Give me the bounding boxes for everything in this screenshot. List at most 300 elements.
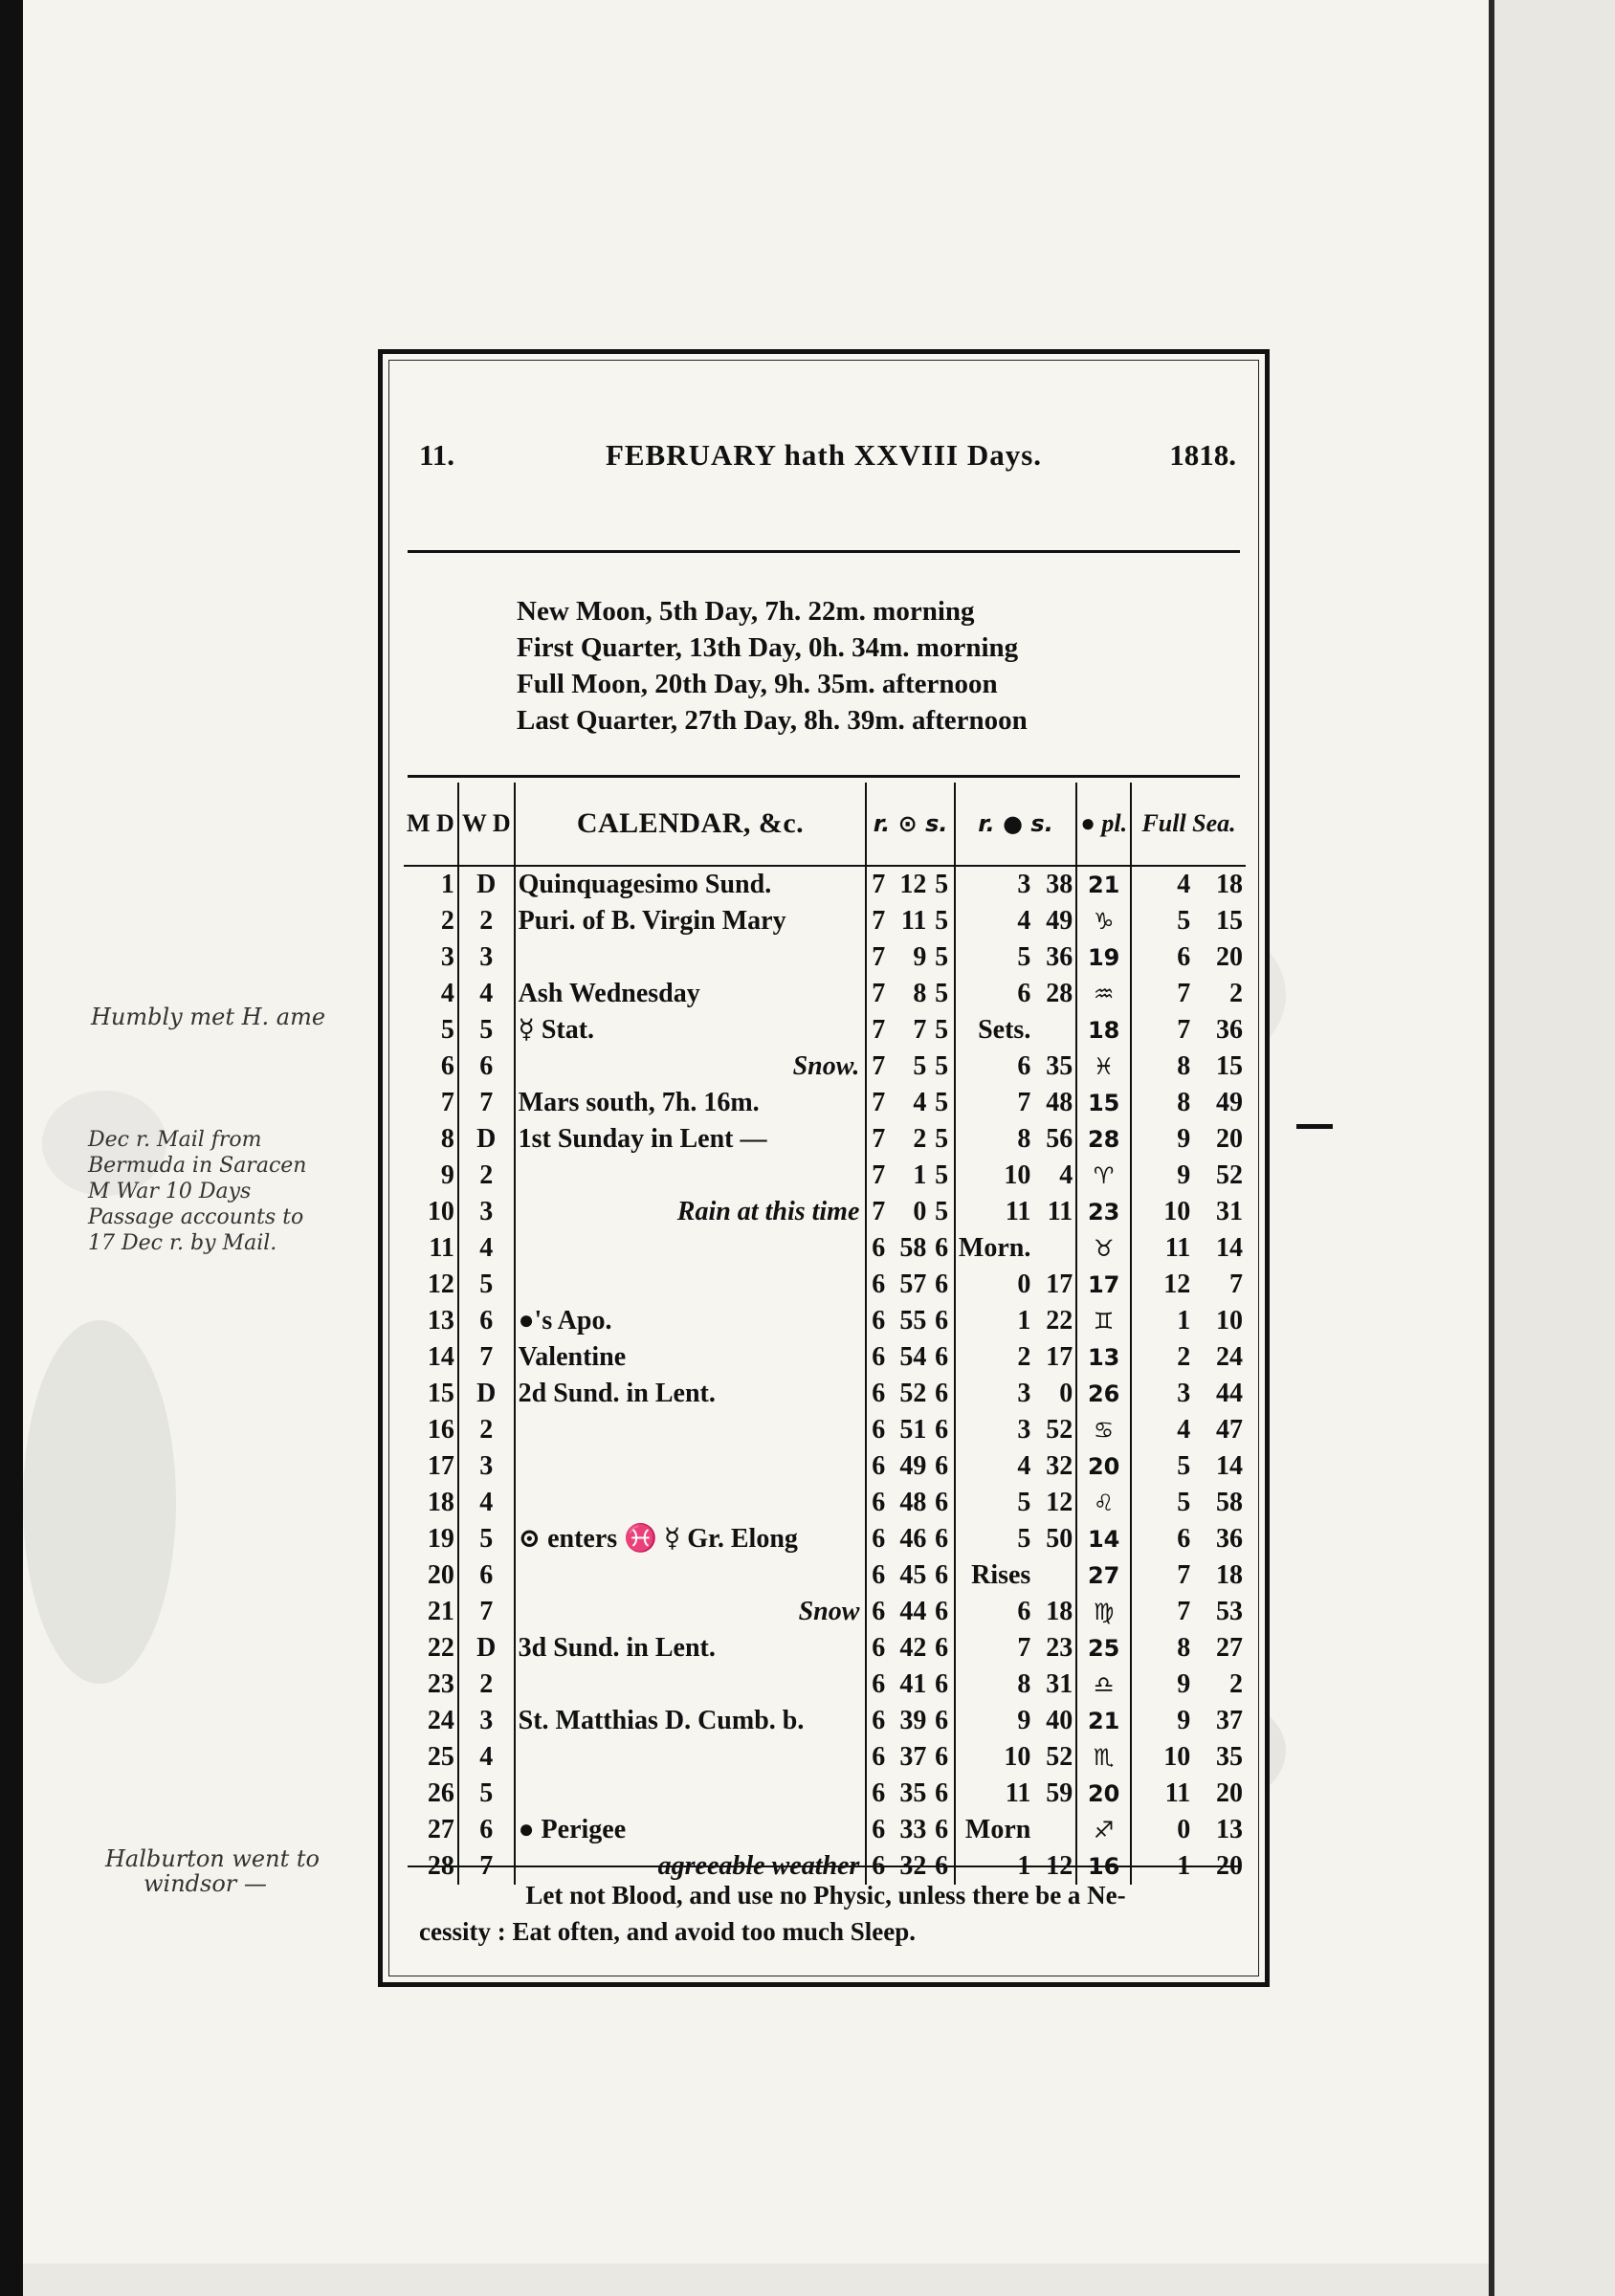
moon-place: 19 bbox=[1076, 939, 1131, 976]
moon-minute: 59 bbox=[1046, 1778, 1073, 1808]
sunset-hour: 6 bbox=[929, 1485, 955, 1521]
moon-place: 20 bbox=[1076, 1448, 1131, 1485]
moon-phase-new: New Moon, 5th Day, 7h. 22m. morning bbox=[517, 596, 975, 627]
full-sea-hour: 7 bbox=[1177, 979, 1191, 1008]
sunrise-hour: 7 bbox=[872, 1015, 886, 1045]
sunrise-hour: 6 bbox=[872, 1597, 886, 1626]
moon-place: 27 bbox=[1076, 1557, 1131, 1594]
facing-page-edge bbox=[1494, 0, 1615, 2296]
sunrise-hour: 6 bbox=[872, 1269, 886, 1299]
sunset-hour: 6 bbox=[929, 1521, 955, 1557]
table-row bbox=[404, 976, 1246, 1012]
sunrise-hour: 7 bbox=[872, 1088, 886, 1117]
moon-place: 14 bbox=[1076, 1521, 1131, 1557]
moon-minute: 23 bbox=[1046, 1633, 1073, 1663]
moon-hour: 6 bbox=[1017, 1597, 1031, 1626]
sunset-hour: 5 bbox=[929, 1085, 955, 1121]
full-sea-minute: 18 bbox=[1216, 1560, 1243, 1590]
week-day: 4 bbox=[458, 1230, 515, 1267]
table-row bbox=[404, 1412, 1246, 1448]
full-sea-hour: 5 bbox=[1177, 906, 1191, 936]
table-top-rule bbox=[408, 775, 1240, 778]
moon-hour: Morn. bbox=[958, 1233, 1031, 1263]
moon-minute: 52 bbox=[1046, 1415, 1073, 1445]
full-sea-hour: 5 bbox=[1177, 1488, 1191, 1517]
sunrise-minute: 41 bbox=[899, 1669, 927, 1699]
handwritten-note-2-line: Passage accounts to bbox=[88, 1205, 304, 1229]
moon-minute bbox=[1033, 1812, 1076, 1848]
full-sea-minute: 49 bbox=[1216, 1088, 1243, 1117]
calendar-entry: Mars south, 7h. 16m. bbox=[515, 1085, 867, 1121]
calendar-entry: Snow bbox=[515, 1594, 867, 1630]
col-moon-place: ● pl. bbox=[1076, 783, 1131, 866]
moon-minute: 38 bbox=[1046, 870, 1073, 899]
sunset-hour: 6 bbox=[929, 1267, 955, 1303]
moon-minute: 12 bbox=[1046, 1488, 1073, 1517]
sunrise-hour: 6 bbox=[872, 1415, 886, 1445]
moon-minute: 32 bbox=[1046, 1451, 1073, 1481]
month-day: 25 bbox=[404, 1739, 458, 1776]
moon-hour: 11 bbox=[1005, 1778, 1031, 1808]
table-row bbox=[404, 1812, 1246, 1848]
week-day: 4 bbox=[458, 1739, 515, 1776]
full-sea-minute: 36 bbox=[1216, 1524, 1243, 1554]
table-row bbox=[404, 1776, 1246, 1812]
sunset-hour: 6 bbox=[929, 1776, 955, 1812]
moon-hour: 1 bbox=[1017, 1306, 1031, 1336]
sunrise-minute: 9 bbox=[913, 942, 927, 972]
month-day: 10 bbox=[404, 1194, 458, 1230]
full-sea-hour: 4 bbox=[1177, 1415, 1191, 1445]
full-sea-hour: 1 bbox=[1177, 1851, 1191, 1881]
calendar-entry: ●'s Apo. bbox=[515, 1303, 867, 1339]
sunrise-minute: 2 bbox=[913, 1124, 927, 1154]
sunrise-minute: 5 bbox=[913, 1051, 927, 1081]
table-row bbox=[404, 1121, 1246, 1158]
week-day: D bbox=[458, 866, 515, 903]
table-row bbox=[404, 1594, 1246, 1630]
year: 1818. bbox=[1169, 438, 1236, 472]
moon-place: 25 bbox=[1076, 1630, 1131, 1667]
sunrise-minute: 42 bbox=[899, 1633, 927, 1663]
week-day: D bbox=[458, 1630, 515, 1667]
moon-place: ♉ bbox=[1076, 1230, 1131, 1267]
sunrise-minute: 1 bbox=[913, 1160, 927, 1190]
month-day: 13 bbox=[404, 1303, 458, 1339]
moon-hour: 8 bbox=[1017, 1669, 1031, 1699]
handwritten-note-2-line: M War 10 Days bbox=[88, 1180, 252, 1203]
full-sea-minute: 24 bbox=[1216, 1342, 1243, 1372]
calendar-entry bbox=[515, 1667, 867, 1703]
week-day: 2 bbox=[458, 1412, 515, 1448]
month-day: 19 bbox=[404, 1521, 458, 1557]
table-row bbox=[404, 1703, 1246, 1739]
sunset-hour: 6 bbox=[929, 1557, 955, 1594]
full-sea-hour: 11 bbox=[1164, 1233, 1191, 1263]
full-sea-hour: 9 bbox=[1177, 1706, 1191, 1735]
sunrise-hour: 6 bbox=[872, 1633, 886, 1663]
sunrise-hour: 6 bbox=[872, 1851, 886, 1881]
table-row bbox=[404, 1158, 1246, 1194]
moon-hour: 2 bbox=[1017, 1342, 1031, 1372]
moon-hour: 3 bbox=[1017, 1415, 1031, 1445]
month-day: 5 bbox=[404, 1012, 458, 1049]
sunrise-minute: 48 bbox=[899, 1488, 927, 1517]
calendar-entry: Rain at this time bbox=[515, 1194, 867, 1230]
full-sea-hour: 10 bbox=[1163, 1742, 1191, 1772]
margin-mark bbox=[1296, 1124, 1333, 1129]
moon-minute: 40 bbox=[1046, 1706, 1073, 1735]
moon-hour: 0 bbox=[1017, 1269, 1031, 1299]
sunrise-minute: 8 bbox=[913, 979, 927, 1008]
moon-place: ♍ bbox=[1076, 1594, 1131, 1630]
sunset-hour: 6 bbox=[929, 1594, 955, 1630]
month-day: 28 bbox=[404, 1848, 458, 1885]
full-sea-minute: 35 bbox=[1216, 1742, 1243, 1772]
full-sea-hour: 7 bbox=[1177, 1015, 1191, 1045]
full-sea-minute: 2 bbox=[1229, 1669, 1243, 1699]
moon-hour: 10 bbox=[1004, 1160, 1031, 1190]
moon-minute: 17 bbox=[1046, 1269, 1073, 1299]
calendar-entry: Valentine bbox=[515, 1339, 867, 1376]
moon-minute: 17 bbox=[1046, 1342, 1073, 1372]
full-sea-hour: 7 bbox=[1177, 1597, 1191, 1626]
full-sea-minute: 20 bbox=[1216, 1851, 1243, 1881]
sunrise-hour: 6 bbox=[872, 1524, 886, 1554]
moon-place: 17 bbox=[1076, 1267, 1131, 1303]
full-sea-hour: 6 bbox=[1177, 942, 1191, 972]
full-sea-minute: 13 bbox=[1216, 1815, 1243, 1844]
moon-minute: 22 bbox=[1046, 1306, 1073, 1336]
moon-minute: 12 bbox=[1046, 1851, 1073, 1881]
sunrise-minute: 35 bbox=[899, 1778, 927, 1808]
full-sea-minute: 44 bbox=[1216, 1379, 1243, 1408]
moon-hour: 10 bbox=[1004, 1742, 1031, 1772]
moon-minute: 11 bbox=[1047, 1197, 1073, 1226]
sunset-hour: 5 bbox=[929, 1049, 955, 1085]
sunrise-minute: 51 bbox=[899, 1415, 927, 1445]
full-sea-hour: 1 bbox=[1177, 1306, 1191, 1336]
sunrise-minute: 39 bbox=[899, 1706, 927, 1735]
full-sea-minute: 15 bbox=[1216, 906, 1243, 936]
moon-hour: 5 bbox=[1017, 1524, 1031, 1554]
full-sea-minute: 14 bbox=[1216, 1233, 1243, 1263]
handwritten-note-2 bbox=[88, 1127, 306, 1256]
calendar-entry: St. Matthias D. Cumb. b. bbox=[515, 1703, 867, 1739]
moon-minute: 36 bbox=[1046, 942, 1073, 972]
calendar-frame bbox=[378, 349, 1270, 1987]
full-sea-hour: 7 bbox=[1177, 1560, 1191, 1590]
month-day: 3 bbox=[404, 939, 458, 976]
sunset-hour: 6 bbox=[929, 1812, 955, 1848]
moon-place: ♌ bbox=[1076, 1485, 1131, 1521]
week-day: 5 bbox=[458, 1267, 515, 1303]
moon-hour: Rises bbox=[971, 1560, 1031, 1590]
full-sea-minute: 58 bbox=[1216, 1488, 1243, 1517]
week-day: 2 bbox=[458, 1667, 515, 1703]
page-number: 11. bbox=[419, 438, 455, 472]
col-calendar: CALENDAR, &c. bbox=[515, 783, 867, 866]
sunrise-minute: 7 bbox=[913, 1015, 927, 1045]
full-sea-minute: 20 bbox=[1216, 1778, 1243, 1808]
moon-minute bbox=[1033, 1557, 1076, 1594]
moon-minute: 50 bbox=[1046, 1524, 1073, 1554]
full-sea-minute: 27 bbox=[1216, 1633, 1243, 1663]
full-sea-minute: 31 bbox=[1216, 1197, 1243, 1226]
moon-hour: 11 bbox=[1005, 1197, 1031, 1226]
moon-phase-full: Full Moon, 20th Day, 9h. 35m. afternoon bbox=[517, 669, 998, 699]
month-day: 18 bbox=[404, 1485, 458, 1521]
moon-place: 23 bbox=[1076, 1194, 1131, 1230]
sunrise-minute: 55 bbox=[899, 1306, 927, 1336]
moon-place: ♎ bbox=[1076, 1667, 1131, 1703]
calendar-entry bbox=[515, 1230, 867, 1267]
moon-hour: 8 bbox=[1017, 1124, 1031, 1154]
sunrise-minute: 12 bbox=[899, 870, 927, 899]
month-day: 21 bbox=[404, 1594, 458, 1630]
col-week-day: W D bbox=[458, 783, 515, 866]
sunset-hour: 6 bbox=[929, 1739, 955, 1776]
full-sea-hour: 11 bbox=[1164, 1778, 1191, 1808]
calendar-entry bbox=[515, 1448, 867, 1485]
calendar-body bbox=[404, 866, 1246, 1885]
calendar-entry: Snow. bbox=[515, 1049, 867, 1085]
calendar-entry: 1st Sunday in Lent — bbox=[515, 1121, 867, 1158]
moon-minute: 49 bbox=[1046, 906, 1073, 936]
handwritten-note-2-line: 17 Dec r. by Mail. bbox=[88, 1231, 277, 1255]
footer-advice bbox=[408, 1866, 1240, 1950]
week-day: 5 bbox=[458, 1776, 515, 1812]
week-day: 2 bbox=[458, 903, 515, 939]
calendar-entry: agreeable weather bbox=[515, 1848, 867, 1885]
week-day: 3 bbox=[458, 939, 515, 976]
calendar-entry bbox=[515, 1158, 867, 1194]
moon-place: ♒ bbox=[1076, 976, 1131, 1012]
sunrise-hour: 6 bbox=[872, 1342, 886, 1372]
table-row bbox=[404, 1049, 1246, 1085]
table-row bbox=[404, 1667, 1246, 1703]
sunrise-hour: 6 bbox=[872, 1488, 886, 1517]
month-day: 23 bbox=[404, 1667, 458, 1703]
sunset-hour: 6 bbox=[929, 1339, 955, 1376]
table-row bbox=[404, 903, 1246, 939]
moon-place: ♋ bbox=[1076, 1412, 1131, 1448]
moon-hour: 1 bbox=[1017, 1851, 1031, 1881]
full-sea-minute: 15 bbox=[1216, 1051, 1243, 1081]
moon-hour: 7 bbox=[1017, 1088, 1031, 1117]
sunrise-hour: 6 bbox=[872, 1451, 886, 1481]
sunrise-hour: 6 bbox=[872, 1669, 886, 1699]
table-row bbox=[404, 1557, 1246, 1594]
table-row bbox=[404, 1194, 1246, 1230]
month-day: 4 bbox=[404, 976, 458, 1012]
sunset-hour: 5 bbox=[929, 1158, 955, 1194]
table-row bbox=[404, 1303, 1246, 1339]
month-day: 26 bbox=[404, 1776, 458, 1812]
moon-place: 13 bbox=[1076, 1339, 1131, 1376]
month-day: 2 bbox=[404, 903, 458, 939]
sunrise-minute: 0 bbox=[913, 1197, 927, 1226]
calendar-entry: 3d Sund. in Lent. bbox=[515, 1630, 867, 1667]
handwritten-note-2-line: Dec r. Mail from bbox=[88, 1128, 262, 1152]
sunset-hour: 5 bbox=[929, 1121, 955, 1158]
month-day: 6 bbox=[404, 1049, 458, 1085]
full-sea-minute: 14 bbox=[1216, 1451, 1243, 1481]
sunrise-minute: 44 bbox=[899, 1597, 927, 1626]
handwritten-note-3-line: windsor — bbox=[144, 1870, 267, 1897]
sun-icon: r. ⊙ s. bbox=[873, 810, 948, 837]
sunset-hour: 6 bbox=[929, 1303, 955, 1339]
moon-hour: 4 bbox=[1017, 1451, 1031, 1481]
sunset-hour: 6 bbox=[929, 1848, 955, 1885]
calendar-entry bbox=[515, 1485, 867, 1521]
moon-hour: 4 bbox=[1017, 906, 1031, 936]
full-sea-hour: 9 bbox=[1177, 1669, 1191, 1699]
col-full-sea: Full Sea. bbox=[1131, 783, 1246, 866]
full-sea-minute: 36 bbox=[1216, 1015, 1243, 1045]
moon-hour: 3 bbox=[1017, 870, 1031, 899]
handwritten-note-2-line: Bermuda in Saracen bbox=[88, 1154, 307, 1178]
full-sea-hour: 4 bbox=[1177, 870, 1191, 899]
header-rule bbox=[408, 550, 1240, 553]
full-sea-hour: 8 bbox=[1177, 1633, 1191, 1663]
table-row bbox=[404, 1630, 1246, 1667]
calendar-entry: ● Perigee bbox=[515, 1812, 867, 1848]
sunrise-minute: 37 bbox=[899, 1742, 927, 1772]
col-month-day: M D bbox=[404, 783, 458, 866]
table-row bbox=[404, 1448, 1246, 1485]
handwritten-note-3 bbox=[105, 1846, 320, 1896]
week-day: 7 bbox=[458, 1085, 515, 1121]
month-day: 16 bbox=[404, 1412, 458, 1448]
moon-place: 21 bbox=[1076, 1703, 1131, 1739]
full-sea-minute: 10 bbox=[1216, 1306, 1243, 1336]
month-day: 15 bbox=[404, 1376, 458, 1412]
sunrise-hour: 7 bbox=[872, 1160, 886, 1190]
month-day: 24 bbox=[404, 1703, 458, 1739]
calendar-entry bbox=[515, 939, 867, 976]
table-row bbox=[404, 1085, 1246, 1121]
moon-minute: 52 bbox=[1046, 1742, 1073, 1772]
week-day: 7 bbox=[458, 1339, 515, 1376]
sunrise-hour: 6 bbox=[872, 1233, 886, 1263]
moon-place: ♑ bbox=[1076, 903, 1131, 939]
full-sea-minute: 20 bbox=[1216, 1124, 1243, 1154]
calendar-entry: Puri. of B. Virgin Mary bbox=[515, 903, 867, 939]
month-day: 27 bbox=[404, 1812, 458, 1848]
sunrise-hour: 7 bbox=[872, 979, 886, 1008]
week-day: 5 bbox=[458, 1521, 515, 1557]
calendar-entry: ⊙ enters ♓ ☿ Gr. Elong bbox=[515, 1521, 867, 1557]
moon-place: 16 bbox=[1076, 1848, 1131, 1885]
footer-line-1: Let not Blood, and use no Physic, unless there be a Ne- bbox=[525, 1881, 1126, 1910]
moon-minute: 56 bbox=[1046, 1124, 1073, 1154]
full-sea-hour: 8 bbox=[1177, 1088, 1191, 1117]
full-sea-hour: 2 bbox=[1177, 1342, 1191, 1372]
table-row bbox=[404, 866, 1246, 903]
sunrise-minute: 4 bbox=[913, 1088, 927, 1117]
sunrise-hour: 7 bbox=[872, 906, 886, 936]
moon-minute: 35 bbox=[1046, 1051, 1073, 1081]
full-sea-minute: 7 bbox=[1229, 1269, 1243, 1299]
table-row bbox=[404, 1376, 1246, 1412]
sunset-hour: 6 bbox=[929, 1630, 955, 1667]
full-sea-minute: 20 bbox=[1216, 942, 1243, 972]
calendar-entry bbox=[515, 1739, 867, 1776]
moon-minute bbox=[1033, 1230, 1076, 1267]
moon-place: 15 bbox=[1076, 1085, 1131, 1121]
calendar-entry: Quinquagesimo Sund. bbox=[515, 866, 867, 903]
month-day: 14 bbox=[404, 1339, 458, 1376]
sunrise-hour: 6 bbox=[872, 1306, 886, 1336]
moon-hour: 9 bbox=[1017, 1706, 1031, 1735]
week-day: D bbox=[458, 1376, 515, 1412]
sunset-hour: 6 bbox=[929, 1667, 955, 1703]
sunrise-minute: 33 bbox=[899, 1815, 927, 1844]
full-sea-minute: 53 bbox=[1216, 1597, 1243, 1626]
moon-minute: 18 bbox=[1046, 1597, 1073, 1626]
sunrise-minute: 57 bbox=[899, 1269, 927, 1299]
month-day: 12 bbox=[404, 1267, 458, 1303]
sunset-hour: 6 bbox=[929, 1448, 955, 1485]
moon-place: 18 bbox=[1076, 1012, 1131, 1049]
moon-place: 20 bbox=[1076, 1776, 1131, 1812]
full-sea-minute: 18 bbox=[1216, 870, 1243, 899]
table-row bbox=[404, 1012, 1246, 1049]
moon-hour: 7 bbox=[1017, 1633, 1031, 1663]
month-day: 7 bbox=[404, 1085, 458, 1121]
week-day: 3 bbox=[458, 1448, 515, 1485]
table-row bbox=[404, 1521, 1246, 1557]
sunrise-hour: 6 bbox=[872, 1742, 886, 1772]
moon-place: ♓ bbox=[1076, 1049, 1131, 1085]
sunrise-hour: 7 bbox=[872, 870, 886, 899]
sunrise-hour: 6 bbox=[872, 1778, 886, 1808]
sunrise-hour: 7 bbox=[872, 1124, 886, 1154]
full-sea-hour: 6 bbox=[1177, 1524, 1191, 1554]
table-row bbox=[404, 1739, 1246, 1776]
week-day: 5 bbox=[458, 1012, 515, 1049]
moon-place: ♏ bbox=[1076, 1739, 1131, 1776]
full-sea-minute: 2 bbox=[1229, 979, 1243, 1008]
moon-phase-last: Last Quarter, 27th Day, 8h. 39m. afternoon bbox=[517, 705, 1028, 736]
sunrise-minute: 45 bbox=[899, 1560, 927, 1590]
calendar-entry bbox=[515, 1412, 867, 1448]
sunrise-hour: 6 bbox=[872, 1815, 886, 1844]
week-day: 4 bbox=[458, 1485, 515, 1521]
week-day: 6 bbox=[458, 1049, 515, 1085]
sunrise-minute: 11 bbox=[900, 906, 927, 936]
moon-phase-first: First Quarter, 13th Day, 0h. 34m. morning bbox=[517, 632, 1019, 663]
page-header bbox=[402, 438, 1246, 476]
full-sea-hour: 10 bbox=[1163, 1197, 1191, 1226]
sunrise-hour: 7 bbox=[872, 1197, 886, 1226]
calendar-entry: ☿ Stat. bbox=[515, 1012, 867, 1049]
sunset-hour: 5 bbox=[929, 1012, 955, 1049]
moon-hour: 6 bbox=[1017, 979, 1031, 1008]
full-sea-minute: 52 bbox=[1216, 1160, 1243, 1190]
sunrise-hour: 7 bbox=[872, 942, 886, 972]
table-row bbox=[404, 939, 1246, 976]
handwritten-note-1: Humbly met H. ame bbox=[91, 1004, 326, 1030]
month-day: 17 bbox=[404, 1448, 458, 1485]
week-day: 7 bbox=[458, 1848, 515, 1885]
sunrise-minute: 46 bbox=[899, 1524, 927, 1554]
moon-minute: 4 bbox=[1059, 1160, 1073, 1190]
month-day: 20 bbox=[404, 1557, 458, 1594]
month-title: FEBRUARY hath XXVIII Days. bbox=[605, 438, 1043, 472]
sunset-hour: 5 bbox=[929, 976, 955, 1012]
